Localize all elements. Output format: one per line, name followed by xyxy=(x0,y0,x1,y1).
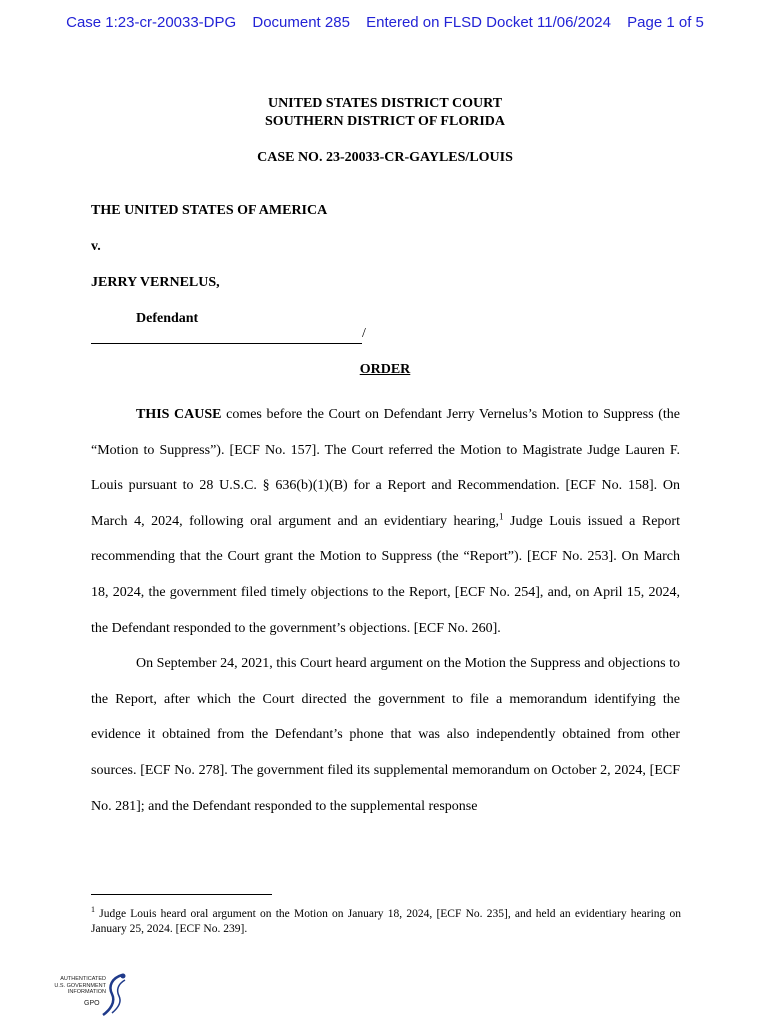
page-number: Page 1 of 5 xyxy=(627,14,704,31)
plaintiff-name: THE UNITED STATES OF AMERICA xyxy=(91,203,328,218)
paragraph-1 xyxy=(91,397,680,646)
paragraph-1-text-a: comes before the Court on Defendant Jerry Vernelus’s Motion to Suppress (the “Motion to Suppress”). [ECF No. 157]. The Court referred the Motion to Magistrate Judge Lauren F. Louis pursuant to 28 U.S.C. § 636(b)(1)(B) for a Report and Recommendation. [ECF No. 158]. On March 4, 2024, following oral argument and an evidentiary hearing, xyxy=(91,407,680,529)
case-number: Case 1:23-cr-20033-DPG xyxy=(66,14,237,31)
order-title: ORDER xyxy=(359,362,411,377)
gpo-line-1: AUTHENTICATED xyxy=(60,976,106,982)
document-number: Document 285 xyxy=(252,14,350,31)
caption-rule xyxy=(91,326,362,344)
gpo-logo-text xyxy=(44,976,106,996)
case-caption-number: CASE NO. 23-20033-CR-GAYLES/LOUIS xyxy=(257,150,513,165)
footnote xyxy=(91,902,681,937)
footnote-mark: 1 xyxy=(91,905,95,914)
paragraph-2: On September 24, 2021, this Court heard argument on the Motion the Suppress and objections to the Report, after which the Court directed the government to file a memorandum identifying the evidence it obtained from the Defendant’s phone that was also independently obtained from other sources. [ECF No. 278]. The government filed its supplemental memorandum on October 2, 2024, [ECF No. 281]; and the Defendant responded to the supplemental response xyxy=(91,656,680,814)
caption-slash: / xyxy=(362,326,366,341)
order-body xyxy=(91,397,680,824)
gpo-authenticated-logo xyxy=(44,972,134,1020)
court-name: UNITED STATES DISTRICT COURT xyxy=(267,96,503,111)
gpo-line-2: U.S. GOVERNMENT xyxy=(54,982,106,989)
footnote-rule xyxy=(91,894,272,895)
gpo-line-3: INFORMATION xyxy=(67,989,106,995)
court-district: SOUTHERN DISTRICT OF FLORIDA xyxy=(265,114,505,129)
eagle-icon xyxy=(100,972,130,1018)
defendant-label: Defendant xyxy=(136,311,199,326)
docket-entry-date: Entered on FLSD Docket 11/06/2024 xyxy=(366,14,611,31)
defendant-name: JERRY VERNELUS, xyxy=(91,275,220,290)
paragraph-1-text-b: Judge Louis issued a Report recommending that the Court grant the Motion to Suppress (the “Report”). [ECF No. 253]. On March 18, 2024, the government filed timely objections to the Report, [ECF No. 254], and, on April 15, 2024, the Defendant responded to the government’s objections. [ECF No. 260]. xyxy=(91,513,680,636)
docket-header xyxy=(0,14,770,31)
gpo-label: GPO xyxy=(84,1000,100,1007)
this-cause-lead: THIS CAUSE xyxy=(136,407,222,422)
versus: v. xyxy=(91,239,101,254)
footnote-ref: 1 xyxy=(498,511,504,522)
footnote-text: Judge Louis heard oral argument on the Motion on January 18, 2024, [ECF No. 235], and held an evidentiary hearing on January 25, 2024. [ECF No. 239]. xyxy=(91,907,681,935)
